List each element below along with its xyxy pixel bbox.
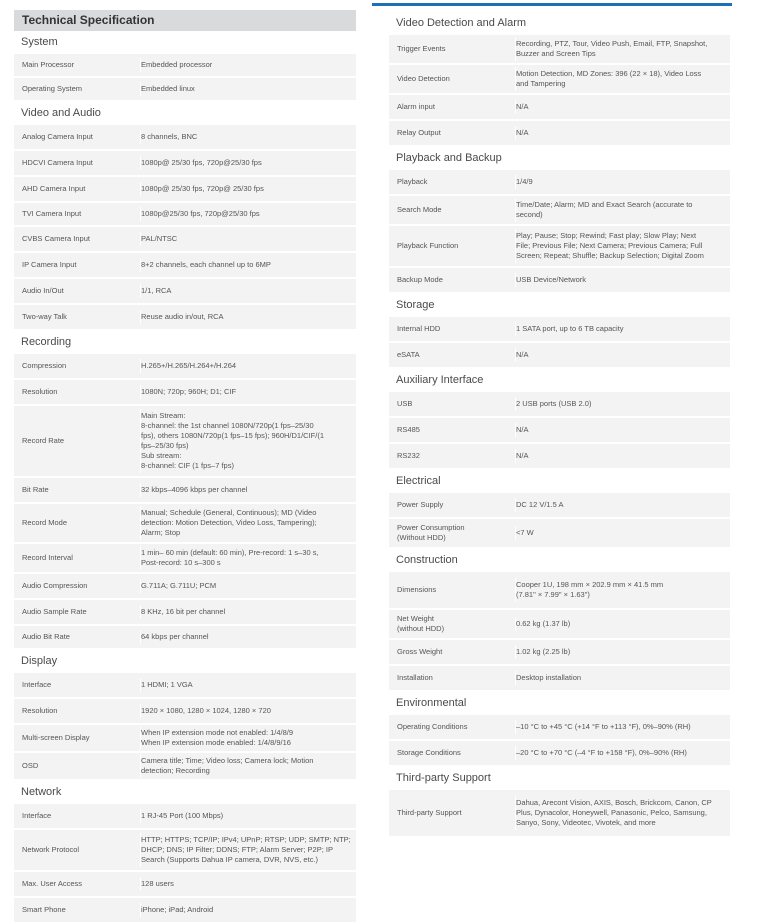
spec-value: Cooper 1U, 198 mm × 202.9 mm × 41.5 mm (7.81" × 7.99" × 1.63")	[515, 578, 730, 602]
spec-value: PAL/NTSC	[140, 232, 356, 246]
spec-value: N/A	[515, 126, 730, 140]
spec-label: Record Interval	[22, 553, 73, 562]
spec-value: Main Stream: 8-channel: the 1st channel 1080N/720p(1 fps–25/30 fps), others 1080N/720p(1 fps–15 fps); 960H/D1/CIF/(1 fps–25/30 fps) Sub stream: 8-channel: CIF (1 fps–7 fps)	[140, 409, 356, 473]
page-title: Technical Specification	[14, 10, 356, 31]
spec-row	[389, 343, 730, 369]
spec-value: 8 KHz, 16 bit per channel	[140, 605, 356, 619]
spec-label: Resolution	[22, 387, 58, 396]
section-heading-display: Display	[21, 655, 58, 667]
right-spec-table	[389, 12, 730, 838]
spec-row	[14, 872, 356, 898]
spec-row	[14, 305, 356, 331]
spec-row	[14, 125, 356, 151]
spec-row	[14, 898, 356, 924]
spec-value: Motion Detection, MD Zones: 396 (22 × 18), Video Loss and Tampering	[515, 67, 730, 91]
spec-row	[389, 640, 730, 666]
spec-label: Relay Output	[397, 128, 441, 137]
section-heading-environmental: Environmental	[396, 697, 467, 709]
left-spec-table	[14, 31, 356, 924]
spec-value: 1.02 kg (2.25 lb)	[515, 645, 730, 659]
spec-row	[389, 715, 730, 741]
spec-row	[14, 478, 356, 504]
spec-row	[14, 203, 356, 227]
spec-label: Trigger Events	[397, 44, 446, 53]
section-heading-system: System	[21, 36, 58, 48]
spec-label: Analog Camera Input	[22, 132, 93, 141]
spec-value: HTTP; HTTPS; TCP/IP; IPv4; UPnP; RTSP; UDP; SMTP; NTP; DHCP; DNS; IP Filter; DDNS; FTP; Alarm Server; P2P; IP Search (Supports Dahua IP camera, DVR, NVS, etc.)	[140, 833, 356, 867]
spec-value: N/A	[515, 348, 730, 362]
spec-row	[14, 54, 356, 78]
spec-label: RS485	[397, 425, 420, 434]
section-heading-storage: Storage	[396, 299, 435, 311]
spec-row	[389, 226, 730, 268]
spec-label: Bit Rate	[22, 485, 49, 494]
spec-value: 1920 × 1080, 1280 × 1024, 1280 × 720	[140, 704, 356, 718]
spec-row	[14, 279, 356, 305]
spec-label: Installation	[397, 673, 433, 682]
spec-value: Embedded linux	[140, 82, 356, 96]
spec-row	[14, 151, 356, 177]
spec-value: USB Device/Network	[515, 273, 730, 287]
spec-label: Third-party Support	[397, 808, 462, 817]
spec-label: Compression	[22, 361, 67, 370]
spec-label: Audio Bit Rate	[22, 632, 70, 641]
section-heading-playback-and-backup: Playback and Backup	[396, 152, 502, 164]
section-heading-auxiliary-interface: Auxiliary Interface	[396, 374, 484, 386]
spec-row	[389, 170, 730, 196]
spec-value: iPhone; iPad; Android	[140, 903, 356, 917]
spec-row	[14, 626, 356, 650]
spec-label: Storage Conditions	[397, 748, 461, 757]
spec-label: Video Detection	[397, 74, 450, 83]
spec-row	[389, 741, 730, 767]
spec-value: Recording, PTZ, Tour, Video Push, Email, FTP, Snapshot, Buzzer and Screen Tips	[515, 37, 730, 61]
spec-value: 1 SATA port, up to 6 TB capacity	[515, 322, 730, 336]
spec-row	[389, 317, 730, 343]
spec-value: 128 users	[140, 877, 356, 891]
spec-label: HDCVI Camera Input	[22, 158, 93, 167]
spec-label: Operating System	[22, 84, 83, 93]
spec-value: –20 °C to +70 °C (–4 °F to +158 °F), 0%–90% (RH)	[515, 746, 730, 760]
section-heading-recording: Recording	[21, 336, 72, 348]
spec-row	[389, 572, 730, 610]
spec-row	[389, 35, 730, 65]
spec-row	[389, 666, 730, 692]
spec-label: Backup Mode	[397, 275, 443, 284]
spec-value: Embedded processor	[140, 58, 356, 72]
spec-label: OSD	[22, 761, 39, 770]
top-accent-bar	[372, 3, 732, 6]
spec-row	[14, 380, 356, 406]
spec-row	[14, 673, 356, 699]
spec-row	[14, 574, 356, 600]
spec-label: Audio Compression	[22, 581, 88, 590]
spec-row	[14, 253, 356, 279]
spec-value: Camera title; Time; Video loss; Camera lock; Motion detection; Recording	[140, 754, 356, 778]
spec-row	[14, 227, 356, 253]
spec-value: Play; Pause; Stop; Rewind; Fast play; Slow Play; Next File; Previous File; Next Camera; Previous Camera; Full Screen; Repeat; Shuffle; Backup Selection; Digital Zoom	[515, 229, 730, 263]
spec-label: Dimensions	[397, 585, 437, 594]
spec-label: CVBS Camera Input	[22, 234, 90, 243]
spec-value: 1 RJ-45 Port (100 Mbps)	[140, 809, 356, 823]
spec-row	[14, 177, 356, 203]
spec-value: Time/Date; Alarm; MD and Exact Search (accurate to second)	[515, 198, 730, 222]
spec-row	[14, 600, 356, 626]
spec-label: IP Camera Input	[22, 260, 77, 269]
spec-row	[389, 268, 730, 294]
spec-row	[389, 392, 730, 418]
spec-value: 1 min– 60 min (default: 60 min), Pre-record: 1 s–30 s, Post-record: 10 s–300 s	[140, 546, 356, 570]
spec-label: Main Processor	[22, 60, 75, 69]
spec-row	[389, 418, 730, 444]
spec-row	[14, 830, 356, 872]
spec-value: 64 kbps per channel	[140, 630, 356, 644]
spec-value: N/A	[515, 423, 730, 437]
spec-value: 0.62 kg (1.37 lb)	[515, 617, 730, 631]
spec-row	[14, 753, 356, 781]
spec-label: Two-way Talk	[22, 312, 67, 321]
spec-label: Alarm input	[397, 102, 435, 111]
spec-label: Record Rate	[22, 436, 65, 445]
spec-label: Internal HDD	[397, 324, 441, 333]
spec-row	[389, 196, 730, 226]
spec-label: Audio Sample Rate	[22, 607, 87, 616]
section-heading-video-detection-and-alarm: Video Detection and Alarm	[396, 17, 527, 29]
spec-row	[389, 519, 730, 549]
spec-value: 1080p@ 25/30 fps, 720p@25/30 fps	[140, 156, 356, 170]
spec-label: Network Protocol	[22, 845, 80, 854]
spec-value: DC 12 V/1.5 A	[515, 498, 730, 512]
spec-value: 8+2 channels, each channel up to 6MP	[140, 258, 356, 272]
spec-row	[14, 544, 356, 574]
spec-value: 8 channels, BNC	[140, 130, 356, 144]
spec-value: Dahua, Arecont Vision, AXIS, Bosch, Brickcom, Canon, CP Plus, Dynacolor, Honeywell, Panasonic, Pelco, Samsung, Sanyo, Sony, Videotec, Vivotek, and more	[515, 796, 730, 830]
spec-value: –10 °C to +45 °C (+14 °F to +113 °F), 0%–90% (RH)	[515, 720, 730, 734]
spec-label: USB	[397, 399, 413, 408]
spec-label: Power Consumption (Without HDD)	[397, 523, 465, 542]
spec-label: Interface	[22, 811, 52, 820]
spec-label: Operating Conditions	[397, 722, 468, 731]
section-heading-network: Network	[21, 786, 62, 798]
spec-value: Desktop installation	[515, 671, 730, 685]
spec-value: N/A	[515, 449, 730, 463]
spec-value: 32 kbps–4096 kbps per channel	[140, 483, 356, 497]
spec-value: 1/1, RCA	[140, 284, 356, 298]
spec-row	[14, 699, 356, 725]
spec-value: 1080p@25/30 fps, 720p@25/30 fps	[140, 207, 356, 221]
spec-label: Power Supply	[397, 500, 444, 509]
spec-label: Net Weight (without HDD)	[397, 614, 445, 633]
spec-label: Max. User Access	[22, 879, 83, 888]
spec-label: Search Mode	[397, 205, 442, 214]
spec-value: 1080p@ 25/30 fps, 720p@ 25/30 fps	[140, 182, 356, 196]
spec-label: Record Mode	[22, 518, 68, 527]
spec-row	[389, 95, 730, 121]
spec-value: 1080N; 720p; 960H; D1; CIF	[140, 385, 356, 399]
spec-row	[14, 406, 356, 478]
spec-row	[389, 610, 730, 640]
spec-label: TVI Camera Input	[22, 209, 82, 218]
spec-value: Manual; Schedule (General, Continuous); MD (Video detection: Motion Detection, Video Loss, Tampering); Alarm; Stop	[140, 506, 356, 540]
spec-row	[14, 354, 356, 380]
spec-label: Audio In/Out	[22, 286, 64, 295]
spec-value: H.265+/H.265/H.264+/H.264	[140, 359, 356, 373]
right-column	[389, 12, 730, 838]
spec-row	[389, 65, 730, 95]
spec-row	[14, 504, 356, 544]
left-column	[14, 10, 356, 924]
section-heading-electrical: Electrical	[396, 475, 441, 487]
spec-label: Playback Function	[397, 241, 459, 250]
section-heading-third-party-support: Third-party Support	[396, 772, 491, 784]
spec-label: eSATA	[397, 350, 420, 359]
spec-value: 1 HDMI; 1 VGA	[140, 678, 356, 692]
spec-label: AHD Camera Input	[22, 184, 86, 193]
section-heading-construction: Construction	[396, 554, 458, 566]
spec-label: RS232	[397, 451, 420, 460]
spec-row	[389, 493, 730, 519]
spec-value: When IP extension mode not enabled: 1/4/8/9 When IP extension mode enabled: 1/4/8/9/16	[140, 726, 356, 750]
spec-label: Playback	[397, 177, 428, 186]
spec-label: Smart Phone	[22, 905, 66, 914]
section-heading-video-and-audio: Video and Audio	[21, 107, 101, 119]
spec-value: G.711A; G.711U; PCM	[140, 579, 356, 593]
spec-row	[389, 790, 730, 838]
spec-row	[389, 121, 730, 147]
spec-row	[389, 444, 730, 470]
spec-value: N/A	[515, 100, 730, 114]
spec-row	[14, 725, 356, 753]
spec-row	[14, 804, 356, 830]
spec-value: Reuse audio in/out, RCA	[140, 310, 356, 324]
spec-label: Multi-screen Display	[22, 733, 90, 742]
spec-label: Interface	[22, 680, 52, 689]
spec-label: Gross Weight	[397, 647, 443, 656]
spec-value: 2 USB ports (USB 2.0)	[515, 397, 730, 411]
spec-label: Resolution	[22, 706, 58, 715]
spec-row	[14, 78, 356, 102]
spec-value: <7 W	[515, 526, 730, 540]
spec-value: 1/4/9	[515, 175, 730, 189]
